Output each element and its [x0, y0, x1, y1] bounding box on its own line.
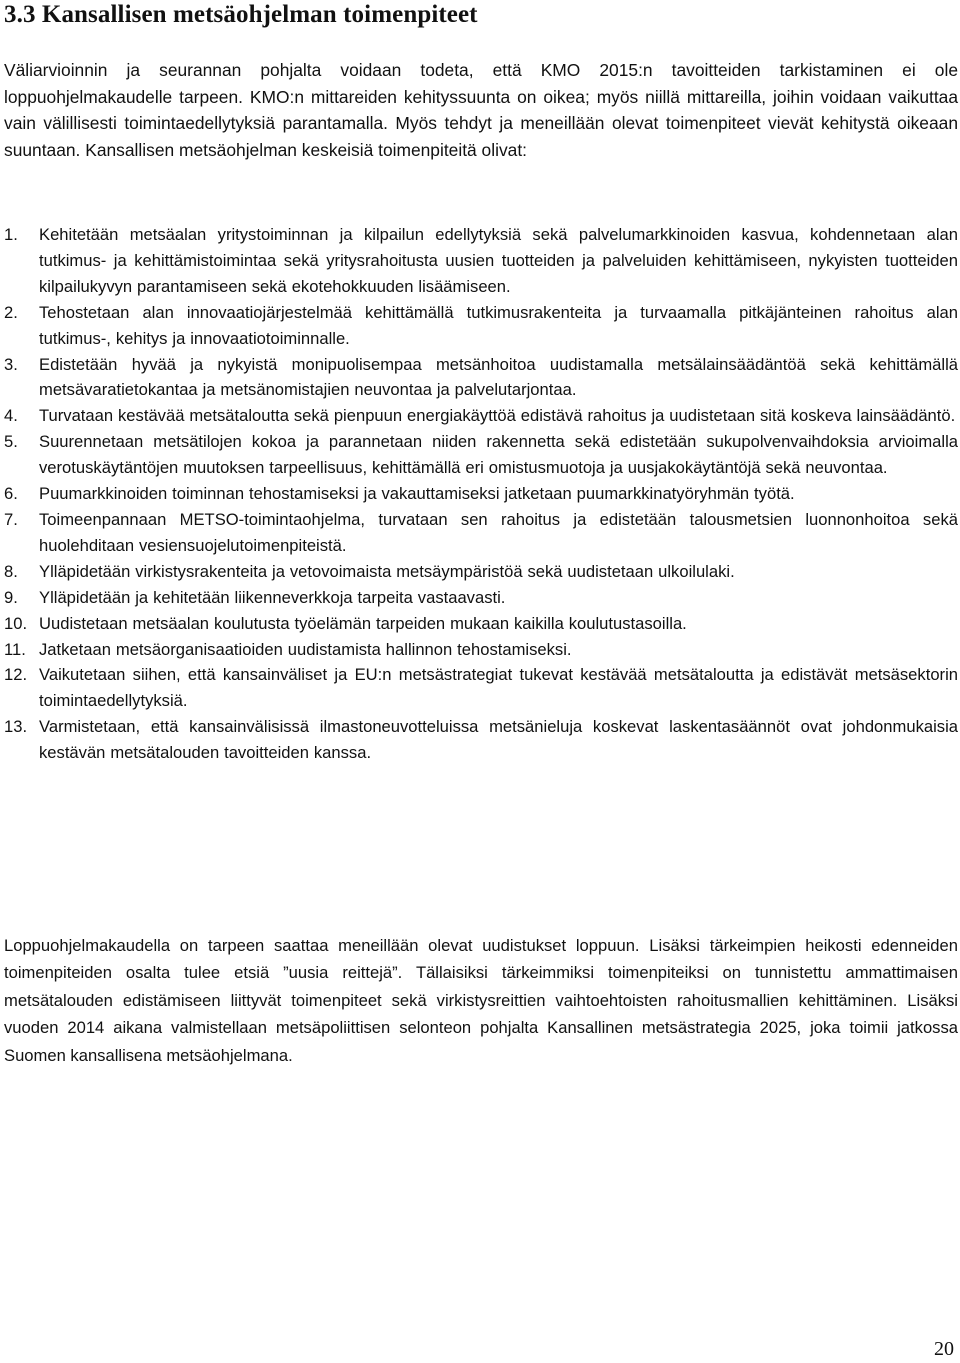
list-item	[4, 429, 958, 481]
list-item-number: 13.	[4, 717, 28, 737]
list-item-number: 7.	[4, 509, 18, 529]
list-item-text: Ylläpidetään virkistysrakenteita ja vetovoimaista metsäympäristöä sekä uudistetaan ulkoilulaki.	[39, 561, 735, 581]
list-item	[4, 714, 958, 766]
measures-list	[4, 222, 958, 766]
list-item-number: 6.	[4, 484, 18, 504]
list-item	[4, 637, 958, 663]
list-item	[4, 662, 958, 714]
list-item-number: 12.	[4, 665, 28, 685]
list-item-text: Toimeenpannaan METSO-toimintaohjelma, turvataan sen rahoitus ja edistetään talousmetsien luonnonhoitoa sekä huolehditaan vesiensuojelutoimenpiteistä.	[39, 509, 958, 555]
list-item	[4, 507, 958, 559]
list-item	[4, 611, 958, 637]
list-item-text: Puumarkkinoiden toiminnan tehostamiseksi ja vakauttamiseksi jatketaan puumarkkinatyöryhmän työtä.	[39, 484, 795, 504]
list-item-number: 2.	[4, 302, 18, 322]
list-item-text: Edistetään hyvää ja nykyistä monipuolisempaa metsänhoitoa uudistamalla metsälainsäädäntöä sekä kehittämällä metsävaratietokantaa ja metsänomistajien neuvontaa ja palvelutarjontaa.	[39, 354, 958, 400]
list-item	[4, 300, 958, 352]
list-item-number: 3.	[4, 354, 18, 374]
list-item	[4, 559, 958, 585]
list-item-number: 11.	[4, 639, 26, 659]
list-item-text: Turvataan kestävää metsätaloutta sekä pienpuun energiakäyttöä edistävä rahoitus ja uudistetaan sitä koskeva lainsäädäntö.	[39, 406, 956, 426]
list-item	[4, 585, 958, 611]
page-number: 20	[934, 1338, 954, 1360]
intro-paragraph: Väliarvioinnin ja seurannan pohjalta voidaan todeta, että KMO 2015:n tavoitteiden tarkistaminen ei ole loppuohjelmakaudelle tarpeen. KMO:n mittareiden kehityssuunta on oikea; myös niillä mittareilla, joihin voidaan vaikuttaa vain välillisesti toimintaedellytyksiä parantamalla. Myös tehdyt ja meneillään olevat toimenpiteet vievät kehitystä oikeaan suuntaan. Kansallisen metsäohjelman keskeisiä toimenpiteitä olivat:	[4, 60, 958, 160]
list-item-number: 4.	[4, 406, 18, 426]
list-item-text: Ylläpidetään ja kehitetään liikenneverkkoja tarpeita vastaavasti.	[39, 587, 506, 607]
list-item-text: Vaikutetaan siihen, että kansainväliset ja EU:n metsästrategiat tukevat kestävää metsätaloutta ja edistävät metsäsektorin toimintaedellytyksiä.	[39, 665, 958, 711]
list-item-number: 5.	[4, 432, 18, 452]
closing-paragraph: Loppuohjelmakaudella on tarpeen saattaa meneillään olevat uudistukset loppuun. Lisäksi tärkeimpien heikosti edenneiden toimenpiteiden osalta tulee etsiä ”uusia reittejä”. Tällaisiksi tärkeimmiksi toimenpiteiksi on tunnistettu ammattimaisen metsätalouden edistämiseen liittyvät toimenpiteet sekä virkistysreittien vaihtoehtoisten rahoitusmallien kehittäminen. Lisäksi vuoden 2014 aikana valmistellaan metsäpoliittisen selonteon pohjalta Kansallinen metsästrategia 2025, joka toimii jatkossa Suomen kansallisena metsäohjelmana.	[4, 936, 958, 1065]
list-item-text: Jatketaan metsäorganisaatioiden uudistamista hallinnon tehostamiseksi.	[39, 639, 572, 659]
list-item-text: Varmistetaan, että kansainvälisissä ilmastoneuvotteluissa metsänieluja koskevat laskentasäännöt ovat johdonmukaisia kestävän metsätalouden tavoitteiden kanssa.	[39, 717, 958, 763]
list-item-number: 9.	[4, 587, 18, 607]
list-item-text: Kehitetään metsäalan yritystoiminnan ja kilpailun edellytyksiä sekä palvelumarkkinoiden kasvua, kohdennetaan alan tutkimus- ja kehittämistoimintaa sekä yritysrahoitusta uusien tuotteiden ja palveluiden kehittämiseen, nykyisten tuotteiden kilpailukyvyn parantamiseen sekä ekotehokkuuden lisäämiseen.	[39, 225, 958, 296]
list-item-text: Uudistetaan metsäalan koulutusta työelämän tarpeiden mukaan kaikilla koulutustasoilla.	[39, 613, 687, 633]
list-item-number: 8.	[4, 561, 18, 581]
list-item-number: 1.	[4, 225, 18, 244]
list-item	[4, 352, 958, 404]
list-item	[4, 481, 958, 507]
list-item	[4, 222, 958, 300]
list-item-text: Suurennetaan metsätilojen kokoa ja parannetaan niiden rakennetta sekä edistetään sukupolvenvaihdoksia arvioimalla verotuskäytäntöjen muutoksen tarpeellisuus, kehittämällä eri omistusmuotoja ja uusjakokäytäntöjä sekä neuvontaa.	[39, 432, 958, 478]
list-item	[4, 403, 958, 429]
list-item-number: 10.	[4, 613, 28, 633]
section-heading: 3.3 Kansallisen metsäohjelman toimenpiteet	[4, 1, 478, 28]
list-item-text: Tehostetaan alan innovaatiojärjestelmää kehittämällä tutkimusrakenteita ja turvaamalla pitkäjänteinen rahoitus alan tutkimus-, kehitys ja innovaatiotoiminnalle.	[39, 302, 958, 348]
